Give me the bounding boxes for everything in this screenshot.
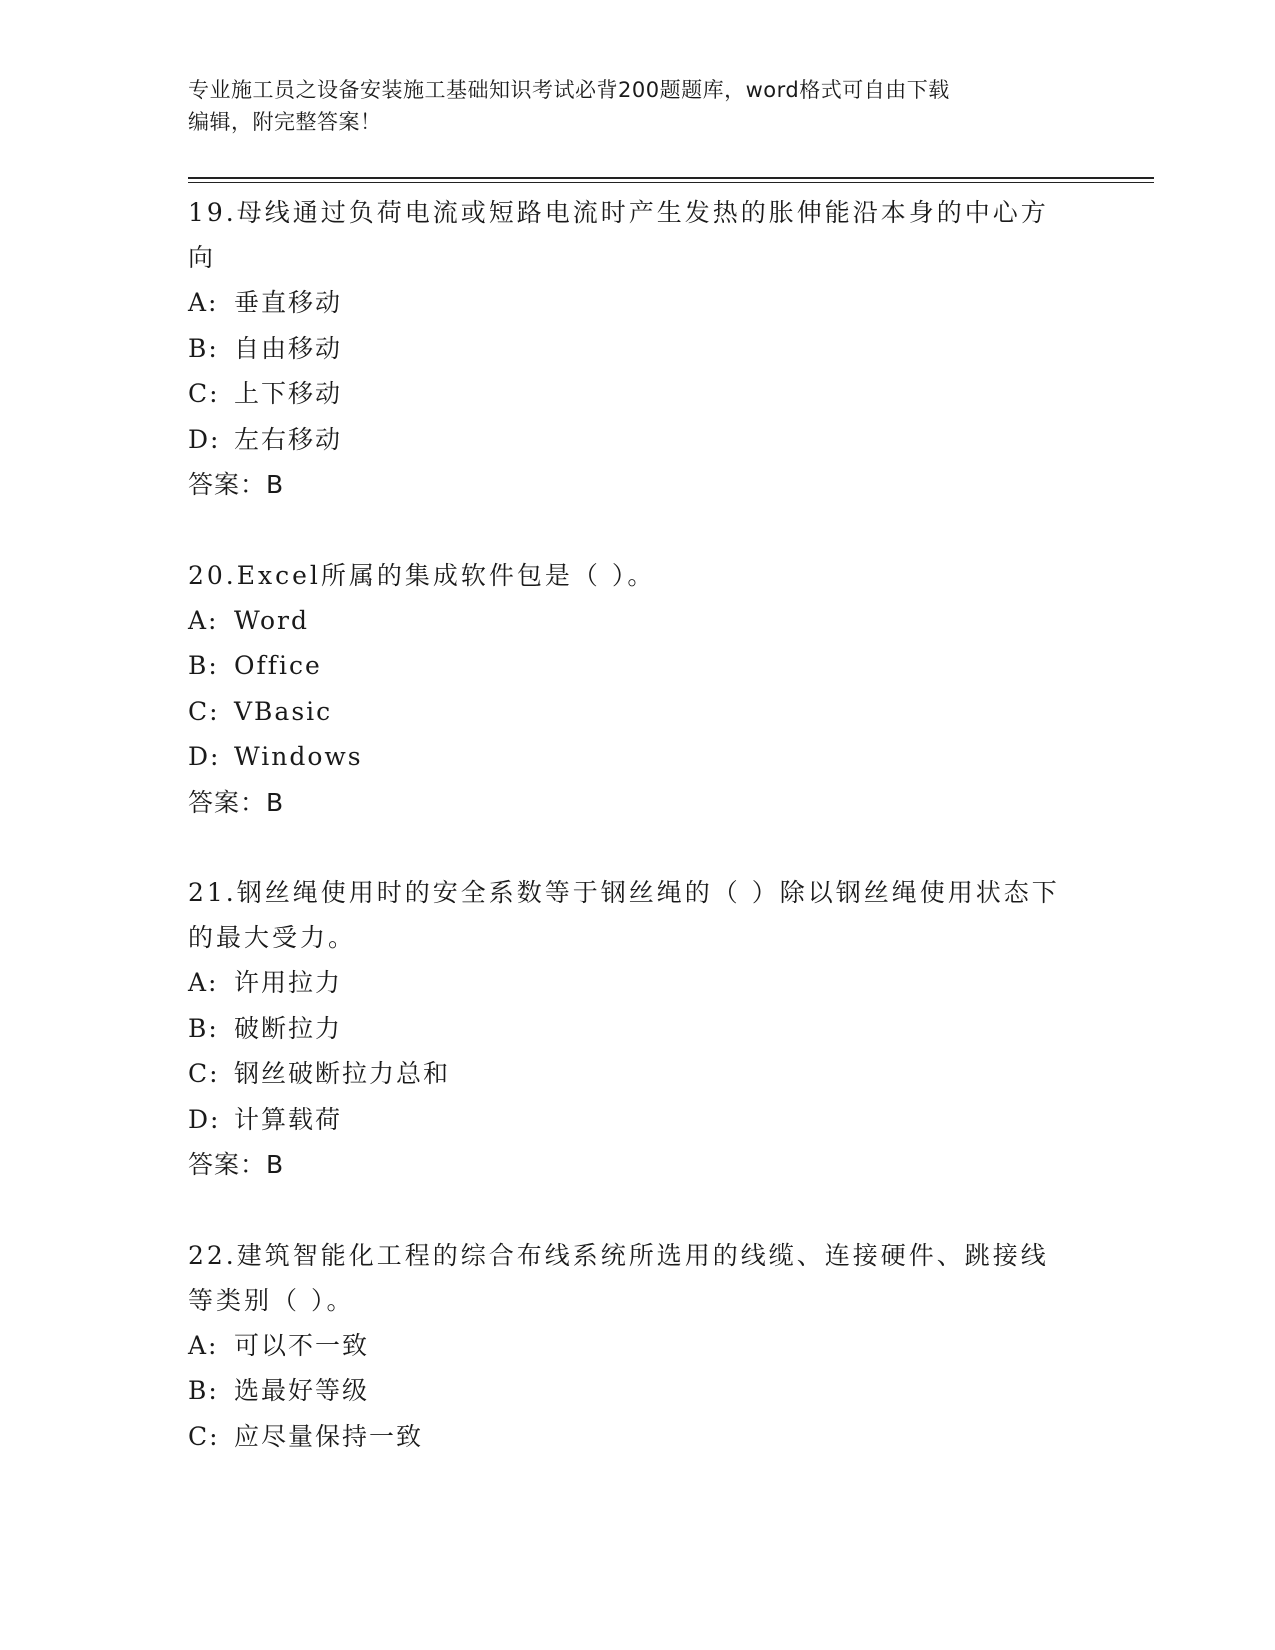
option-c — [188, 371, 1088, 417]
answer-value: B — [266, 787, 285, 817]
header-line-1: 专业施工员之设备安装施工基础知识考试必背200题题库，word格式可自由下载 — [188, 78, 950, 102]
answer-value: B — [266, 1150, 285, 1179]
option-a — [188, 280, 1088, 326]
option-key: A: — [188, 1330, 219, 1360]
option-d — [188, 734, 1088, 780]
option-b — [188, 643, 1088, 689]
document-header — [188, 74, 1068, 138]
answer — [188, 1142, 1088, 1188]
answer-label: 答案： — [188, 1150, 267, 1179]
answer — [188, 780, 1088, 826]
option-key: A: — [188, 288, 219, 317]
header-divider-thick — [188, 177, 1154, 179]
question-text: 20.Excel所属的集成软件包是（ ）。 — [188, 560, 656, 590]
option-key: C: — [188, 1059, 220, 1088]
option-a — [188, 598, 1088, 644]
question-text: 21.钢丝绳使用时的安全系数等于钢丝绳的（ ）除以钢丝绳使用状态下的最大受力。 — [188, 878, 1060, 952]
question-21 — [188, 870, 1088, 1188]
question-22 — [188, 1233, 1088, 1460]
option-key: B: — [188, 1013, 219, 1043]
answer-label: 答案： — [188, 787, 267, 817]
option-key: D: — [188, 424, 221, 454]
option-key: A: — [188, 968, 219, 997]
option-key: C: — [188, 379, 220, 408]
option-key: C: — [188, 696, 220, 726]
option-text: VBasic — [234, 696, 333, 726]
option-key: D: — [188, 742, 221, 771]
option-b — [188, 1368, 1088, 1414]
option-d — [188, 1097, 1088, 1143]
option-key: B: — [188, 651, 219, 680]
option-text: Word — [234, 605, 310, 635]
option-text: 许用拉力 — [234, 968, 343, 997]
option-text: 钢丝破断拉力总和 — [234, 1059, 451, 1088]
option-b — [188, 1006, 1088, 1052]
question-20 — [188, 553, 1088, 826]
option-key: A: — [188, 605, 219, 635]
option-text: 自由移动 — [234, 333, 343, 363]
option-text: 选最好等级 — [234, 1376, 370, 1405]
answer-value: B — [266, 470, 285, 499]
option-key: C: — [188, 1421, 220, 1451]
answer — [188, 462, 1088, 508]
option-text: 应尽量保持一致 — [234, 1421, 424, 1451]
answer-label: 答案： — [188, 470, 267, 499]
header-divider-thin — [188, 182, 1154, 183]
question-text: 22.建筑智能化工程的综合布线系统所选用的线缆、连接硬件、跳接线等类别（ ）。 — [188, 1240, 1049, 1315]
option-d — [188, 417, 1088, 463]
option-c — [188, 1051, 1088, 1097]
option-text: Windows — [234, 742, 363, 771]
option-text: Office — [234, 651, 322, 680]
option-a — [188, 1323, 1088, 1369]
option-key: D: — [188, 1104, 221, 1134]
option-text: 左右移动 — [234, 424, 343, 454]
option-text: 破断拉力 — [234, 1013, 343, 1043]
question-list — [188, 190, 1088, 1504]
option-text: 计算载荷 — [234, 1104, 343, 1134]
option-text: 上下移动 — [234, 379, 343, 408]
option-c — [188, 1414, 1088, 1460]
option-text: 可以不一致 — [234, 1330, 370, 1360]
option-key: B: — [188, 1376, 219, 1405]
option-a — [188, 960, 1088, 1006]
option-text: 垂直移动 — [234, 288, 343, 317]
option-c — [188, 689, 1088, 735]
option-key: B: — [188, 333, 219, 363]
header-line-2: 编辑，附完整答案！ — [188, 110, 382, 134]
question-19 — [188, 190, 1088, 508]
option-b — [188, 326, 1088, 372]
question-text: 19.母线通过负荷电流或短路电流时产生发热的胀伸能沿本身的中心方向 — [188, 198, 1049, 272]
